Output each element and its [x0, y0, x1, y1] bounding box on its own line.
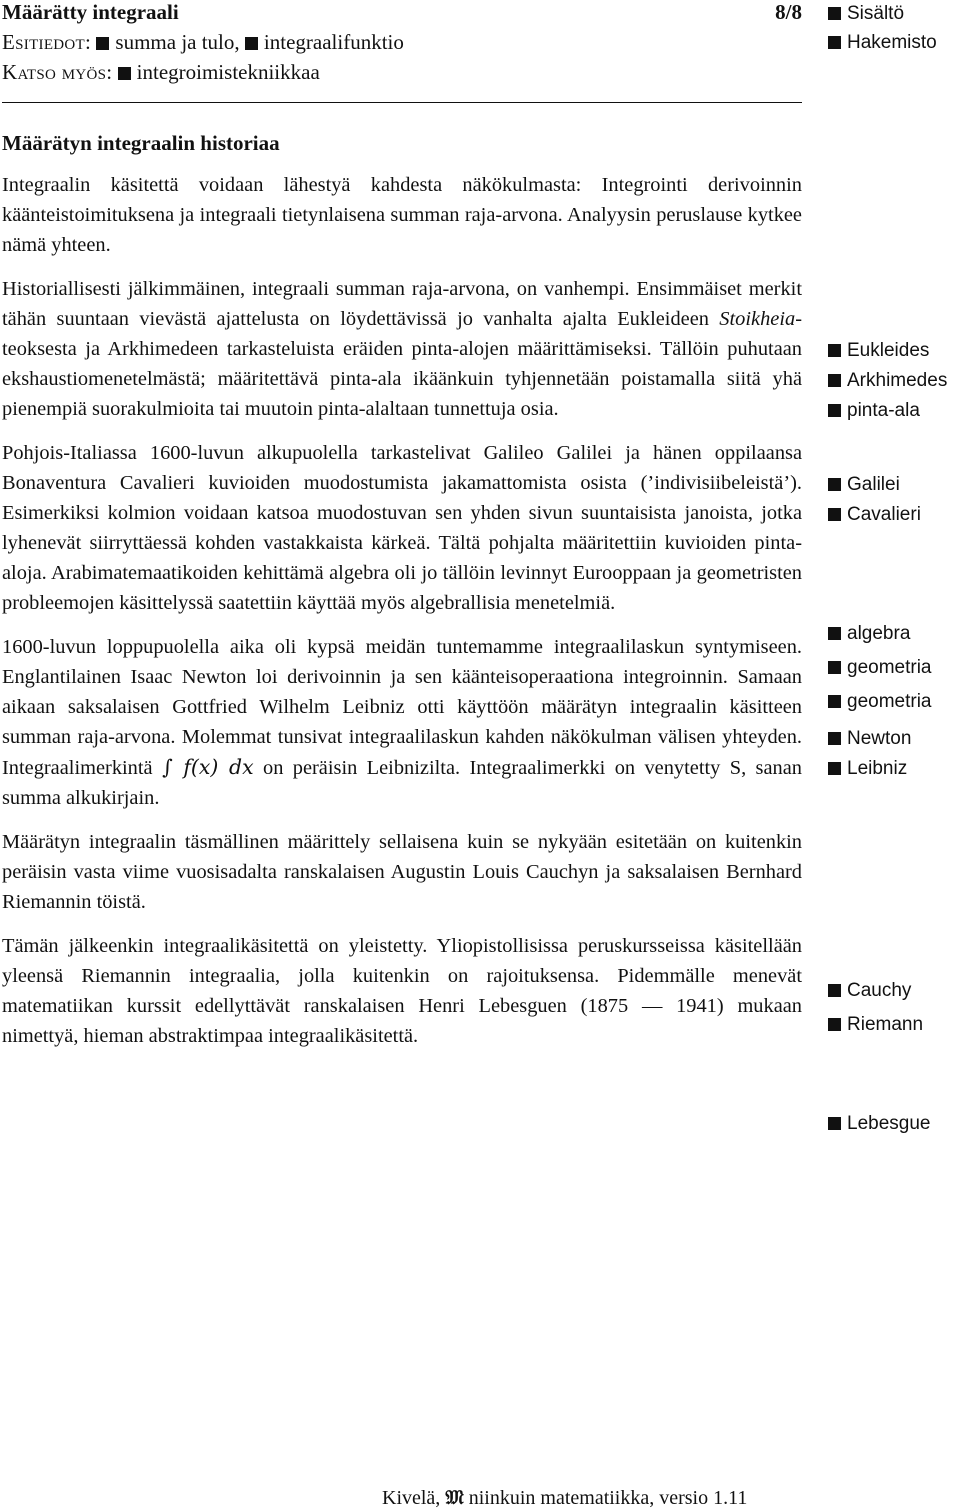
link-square-icon [828, 984, 841, 997]
page-title: Määrätty integraali [2, 0, 179, 24]
page-footer: Kivelä, 𝔐 niinkuin matematiikka, versio 1.11 [382, 1485, 748, 1509]
link-square-icon [828, 627, 841, 640]
prereq-link-integraalifunktio[interactable]: integraalifunktio [245, 30, 404, 54]
index-link[interactable]: Hakemisto [828, 31, 937, 55]
paragraph: Integraalin käsitettä voidaan lähestyä kahdesta näkökulmasta: Integrointi derivoinnin käänteistoimituksena ja integraali tietynlaisena summan raja-arvona. Analyysin peruslause kytkee nämä yhteen. [2, 174, 802, 256]
integral-notation: ∫ f(x) dx [161, 755, 254, 779]
link-square-icon [828, 732, 841, 745]
paragraph: 1600-luvun loppupuolella aika oli kypsä meidän tuntemamme integraalilaskun syntymiseen. Englantilainen Isaac Newton loi derivoinnin ja sen käänteisoperaationa integroinnin. Samaan aikaan saksalaisen Gottfried Wilhelm Leibniz otti käyttöön määrätyn integraalin käsitteen summan raja-arvona. Molemmat tunsivat integraalilaskun kahden näkökulman välisen yhteyden. Integraalimerkintä ∫ f(x) dx on peräisin Leibnizilta. Integraalimerkki on venytetty S, sanan summa alkukirjain. [2, 636, 802, 809]
margin-link-geometria-2[interactable]: geometria [828, 690, 932, 714]
paragraph: Historiallisesti jälkimmäinen, integraali summan raja-arvona, on vanhempi. Ensimmäiset merkit tähän suuntaan vievästä ajattelusta on löydettävissä jo vanhalta ajalta Eukleideen Stoikheia-teoksesta ja Arkhimedeen tarkasteluista eräiden pinta-alojen määrittämiseksi. Tällöin puhutaan ekshaustiomenetelmästä; määritettävä pinta-ala ikäänkuin tyhjennetään poistamalla siitä yhä pienempiä suorakulmioita tai muutoin pinta-alaltaan tunnettuja osia. [2, 278, 802, 420]
margin-link-pinta-ala[interactable]: pinta-ala [828, 399, 920, 423]
link-square-icon [828, 7, 841, 20]
emphasis-stoikheia: Stoikheia [719, 308, 796, 330]
link-square-icon [828, 374, 841, 387]
link-square-icon [828, 36, 841, 49]
seealso-link-integroimistekniikkaa[interactable]: integroimistekniikkaa [118, 60, 320, 84]
m-logo: 𝔐 [445, 1485, 464, 1509]
link-square-icon [828, 478, 841, 491]
link-square-icon [828, 1117, 841, 1130]
paragraph: Tämän jälkeenkin integraalikäsitettä on yleistetty. Yliopistollisissa peruskursseissa käsitellään yleensä Riemannin integraalia, jolla kuitenkin on rajoituksensa. Pidemmälle menevät matematiikan kurssit edellyttävät ranskalaisen Henri Lebesguen (1875 — 1941) mukaan nimettyä, hieman abstraktimpaa integraalikäsitettä. [2, 935, 802, 1047]
margin-link-galilei[interactable]: Galilei [828, 473, 900, 497]
margin-link-algebra[interactable]: algebra [828, 622, 910, 646]
see-also-label: Katso myös: [2, 60, 113, 84]
main-content [2, 128, 802, 1065]
link-square-icon [828, 1018, 841, 1031]
link-square-icon [828, 762, 841, 775]
link-square-icon [828, 508, 841, 521]
see-also-line [2, 60, 320, 85]
paragraph: Määrätyn integraalin täsmällinen määrittely sellaisena kuin se nykyään esitetään on kuitenkin peräisin vasta viime vuosisadalta ranskalaisen Augustin Louis Cauchyn ja saksalaisen Bernhard Riemannin töistä. [2, 831, 802, 913]
header-divider [2, 102, 802, 103]
link-square-icon [245, 37, 258, 50]
link-square-icon [828, 695, 841, 708]
link-square-icon [118, 67, 131, 80]
margin-link-lebesgue[interactable]: Lebesgue [828, 1112, 930, 1136]
section-heading: Määrätyn integraalin historiaa [2, 131, 280, 155]
margin-link-eukleides[interactable]: Eukleides [828, 339, 929, 363]
link-square-icon [828, 661, 841, 674]
margin-link-riemann[interactable]: Riemann [828, 1013, 923, 1037]
page-number: 8/8 [775, 0, 802, 24]
contents-link[interactable]: Sisältö [828, 2, 904, 26]
margin-link-leibniz[interactable]: Leibniz [828, 757, 907, 781]
prereq-link-summa[interactable]: summa ja tulo, [96, 30, 239, 54]
margin-link-newton[interactable]: Newton [828, 727, 911, 751]
prerequisites-line [2, 30, 404, 55]
margin-link-cavalieri[interactable]: Cavalieri [828, 503, 921, 527]
prerequisites-label: Esitiedot: [2, 30, 92, 54]
margin-link-arkhimedes[interactable]: Arkhimedes [828, 369, 947, 393]
link-square-icon [828, 404, 841, 417]
paragraph: Pohjois-Italiassa 1600-luvun alkupuolella tarkastelivat Galileo Galilei ja hänen oppilaansa Bonaventura Cavalieri kuvioiden muodostumista jakamattomista osista (’indivisiibeleistä’). Esimerkiksi kolmion voidaan katsoa muodostuvan sen yhden sivun suuntaisista janoista, jotka lyhenevät siirryttäessä kohden vastakkaista kärkeä. Tältä pohjalta määritettiin kuvioiden pinta-aloja. Arabimatemaatikoiden kehittämä algebra oli jo tällöin levinnyt Eurooppaan ja geometristen probleemojen käsittelyssä saatettiin käyttää myös algebrallisia menetelmiä. [2, 442, 802, 614]
link-square-icon [96, 37, 109, 50]
margin-link-cauchy[interactable]: Cauchy [828, 979, 911, 1003]
margin-link-geometria[interactable]: geometria [828, 656, 932, 680]
link-square-icon [828, 344, 841, 357]
